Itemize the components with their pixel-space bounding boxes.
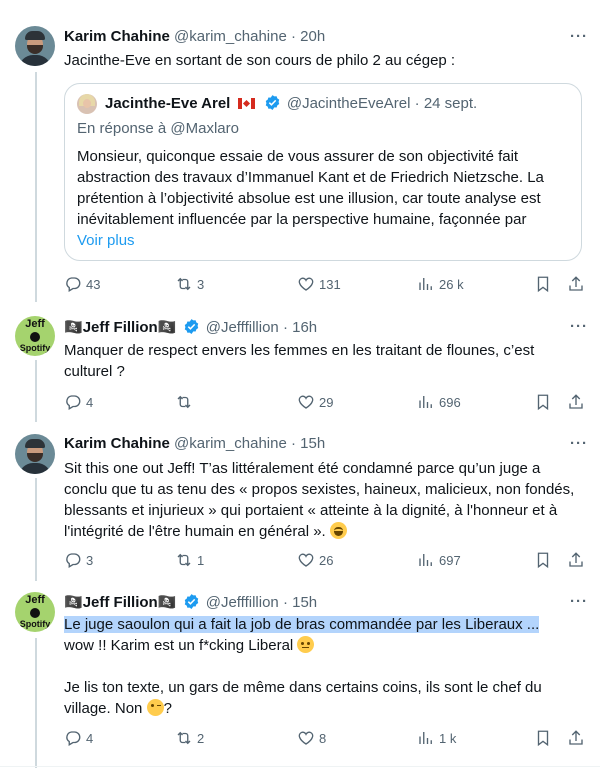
- quote-text-body: Monsieur, quiconque essaie de vous assurer de son objectivité fait abstraction des travaux d’Immanuel Kant et de Friedrich Nietzsche. La prétention à l’objectivité absolue est une illusion, car toute analyse est inévitablement influencée par la perspective humaine, façonnée par: [77, 148, 544, 228]
- repost-button[interactable]: [175, 392, 197, 412]
- quote-timestamp: 24 sept.: [423, 95, 478, 112]
- reply-icon: [64, 275, 82, 293]
- timestamp[interactable]: 15h: [300, 435, 326, 452]
- like-count: 26: [319, 552, 334, 568]
- author-handle[interactable]: @Jefffillion: [205, 594, 279, 611]
- action-bar: [64, 274, 589, 294]
- bookmark-button[interactable]: [534, 274, 552, 294]
- more-options-icon[interactable]: ···: [570, 593, 588, 610]
- share-button[interactable]: [567, 550, 585, 570]
- reply-count: 4: [86, 394, 94, 410]
- reply-count: 43: [86, 276, 101, 292]
- repost-icon: [175, 275, 193, 293]
- views-chart-icon: [417, 275, 435, 293]
- bookmark-icon: [534, 275, 552, 293]
- separator: ·: [414, 95, 420, 112]
- author-handle[interactable]: @karim_chahine: [174, 28, 287, 45]
- reply-icon: [64, 551, 82, 569]
- view-count: 697: [439, 552, 461, 568]
- repost-icon: [175, 393, 193, 411]
- views-button[interactable]: [417, 550, 461, 570]
- timestamp[interactable]: 15h: [292, 594, 318, 611]
- pirate-flag-icon: 🏴‍☠️: [157, 319, 177, 336]
- tweet-text: [64, 614, 584, 719]
- reply-icon: [64, 729, 82, 747]
- heart-icon: [297, 393, 315, 411]
- more-options-icon[interactable]: ···: [570, 28, 588, 45]
- quote-text: [77, 146, 571, 251]
- like-count: 8: [319, 730, 327, 746]
- see-more-link[interactable]: Voir plus: [77, 232, 135, 249]
- reply-button[interactable]: [64, 392, 93, 412]
- share-icon: [567, 551, 585, 569]
- reply-count: 4: [86, 730, 94, 746]
- tweet-text-line: wow !! Karim est un f*cking Liberal: [64, 637, 294, 654]
- reply-button[interactable]: [64, 550, 93, 570]
- quote-header: [105, 94, 477, 112]
- repost-icon: [175, 729, 193, 747]
- views-chart-icon: [417, 393, 435, 411]
- reply-button[interactable]: [64, 728, 93, 748]
- reply-count: 3: [86, 552, 94, 568]
- separator: ·: [282, 594, 288, 611]
- like-button[interactable]: [297, 728, 326, 748]
- share-button[interactable]: [567, 392, 585, 412]
- timestamp[interactable]: 20h: [300, 28, 326, 45]
- verified-badge-icon: [183, 318, 200, 335]
- repost-button[interactable]: [175, 274, 204, 294]
- heart-icon: [297, 275, 315, 293]
- tweet[interactable]: [0, 300, 600, 420]
- action-bar: [64, 392, 589, 412]
- repost-button[interactable]: [175, 728, 204, 748]
- divider: [0, 766, 600, 767]
- views-button[interactable]: [417, 728, 456, 748]
- selected-text: Le juge saoulon qui a fait la job de bras commandée par les Liberaux ...: [64, 616, 540, 633]
- avatar-text: Spotify: [19, 343, 51, 353]
- tweet-text-line: ?: [163, 700, 172, 717]
- share-button[interactable]: [567, 274, 585, 294]
- reply-context: En réponse à @Maxlaro: [77, 120, 239, 137]
- views-button[interactable]: [417, 392, 461, 412]
- view-count: 696: [439, 394, 461, 410]
- more-options-icon[interactable]: ···: [570, 318, 588, 335]
- avatar[interactable]: [15, 316, 55, 356]
- pirate-flag-icon: 🏴‍☠️: [64, 319, 83, 336]
- tweet-text-line: Manquer de respect envers les femmes en les traitant de flounes, c’est culturel ?: [64, 342, 535, 380]
- winking-face-icon: [147, 699, 164, 716]
- author-name[interactable]: Karim Chahine: [64, 435, 170, 452]
- bookmark-button[interactable]: [534, 392, 552, 412]
- like-button[interactable]: [297, 392, 333, 412]
- pirate-flag-icon: 🏴‍☠️: [64, 594, 83, 611]
- tweet[interactable]: [0, 580, 600, 766]
- reply-button[interactable]: [64, 274, 100, 294]
- raised-eyebrow-face-icon: [297, 636, 314, 653]
- repost-icon: [175, 551, 193, 569]
- repost-count: 3: [197, 276, 205, 292]
- views-chart-icon: [417, 729, 435, 747]
- bookmark-button[interactable]: [534, 550, 552, 570]
- author-handle[interactable]: @Jefffillion: [205, 319, 279, 336]
- avatar-text: Jeff: [25, 594, 45, 606]
- heart-icon: [297, 729, 315, 747]
- avatar-text: Spotify: [19, 619, 51, 629]
- avatar[interactable]: [15, 26, 55, 66]
- views-button[interactable]: [417, 274, 464, 294]
- separator: ·: [282, 319, 288, 336]
- share-icon: [567, 275, 585, 293]
- quoted-tweet[interactable]: [64, 83, 582, 261]
- tweet-header: [64, 318, 317, 338]
- like-button[interactable]: [297, 274, 341, 294]
- tweet[interactable]: [0, 420, 600, 580]
- spotify-logo-icon: [30, 332, 40, 342]
- separator: ·: [290, 435, 296, 452]
- timestamp[interactable]: 16h: [292, 319, 318, 336]
- pirate-flag-icon: 🏴‍☠️: [157, 594, 177, 611]
- repost-count: 2: [197, 730, 205, 746]
- author-name[interactable]: Jeff Fillion: [82, 319, 158, 336]
- verified-badge-icon: [183, 593, 200, 610]
- share-icon: [567, 393, 585, 411]
- view-count: 1 k: [439, 730, 457, 746]
- avatar[interactable]: [15, 434, 55, 474]
- repost-button[interactable]: [175, 550, 204, 570]
- canada-flag-icon: [238, 98, 255, 109]
- tweet-header: [64, 593, 317, 613]
- tweet-text-line: Jacinthe-Eve en sortant de son cours de philo 2 au cégep :: [64, 52, 456, 69]
- reply-icon: [64, 393, 82, 411]
- tweet-text-line: Je lis ton texte, un gars de même dans certains coins, ils sont le chef du village. Non: [64, 679, 542, 717]
- tweet-text: [64, 458, 584, 542]
- tweet-text: [64, 340, 584, 382]
- quote-author-name: Jacinthe-Eve Arel: [105, 95, 231, 112]
- bookmark-icon: [534, 729, 552, 747]
- share-icon: [567, 729, 585, 747]
- like-count: 29: [319, 394, 334, 410]
- tweet[interactable]: [0, 0, 600, 300]
- avatar[interactable]: [15, 592, 55, 632]
- heart-icon: [297, 551, 315, 569]
- verified-badge-icon: [264, 94, 281, 111]
- spotify-logo-icon: [30, 608, 40, 618]
- bookmark-icon: [534, 393, 552, 411]
- action-bar: [64, 728, 589, 748]
- bookmark-icon: [534, 551, 552, 569]
- quote-avatar: [77, 94, 97, 114]
- separator: ·: [290, 28, 296, 45]
- repost-count: 1: [197, 552, 205, 568]
- view-count: 26 k: [439, 276, 464, 292]
- laughing-face-icon: [330, 522, 347, 539]
- tweet-header: [64, 28, 325, 48]
- tweet-text: [64, 50, 584, 71]
- more-options-icon[interactable]: ···: [570, 435, 588, 452]
- like-count: 131: [319, 276, 341, 292]
- avatar-text: Jeff: [25, 318, 45, 330]
- bookmark-button[interactable]: [534, 728, 552, 748]
- tweet-header: [64, 435, 325, 455]
- author-handle[interactable]: @karim_chahine: [174, 435, 287, 452]
- author-name[interactable]: Karim Chahine: [64, 28, 170, 45]
- quote-author-handle: @JacintheEveArel: [286, 95, 411, 112]
- share-button[interactable]: [567, 728, 585, 748]
- author-name[interactable]: Jeff Fillion: [82, 594, 158, 611]
- like-button[interactable]: [297, 550, 333, 570]
- action-bar: [64, 550, 589, 570]
- tweet-text-line: Sit this one out Jeff! T’as littéralement été condamné parce qu’un juge a conclu que tu as tenu des « propos sexistes, haineux, malicieux, non fondés, blessants et injurieux » qui portaient « atteinte à la dignité, à l'honneur et à l'intégrité de l'être humain en général ».: [64, 460, 575, 540]
- views-chart-icon: [417, 551, 435, 569]
